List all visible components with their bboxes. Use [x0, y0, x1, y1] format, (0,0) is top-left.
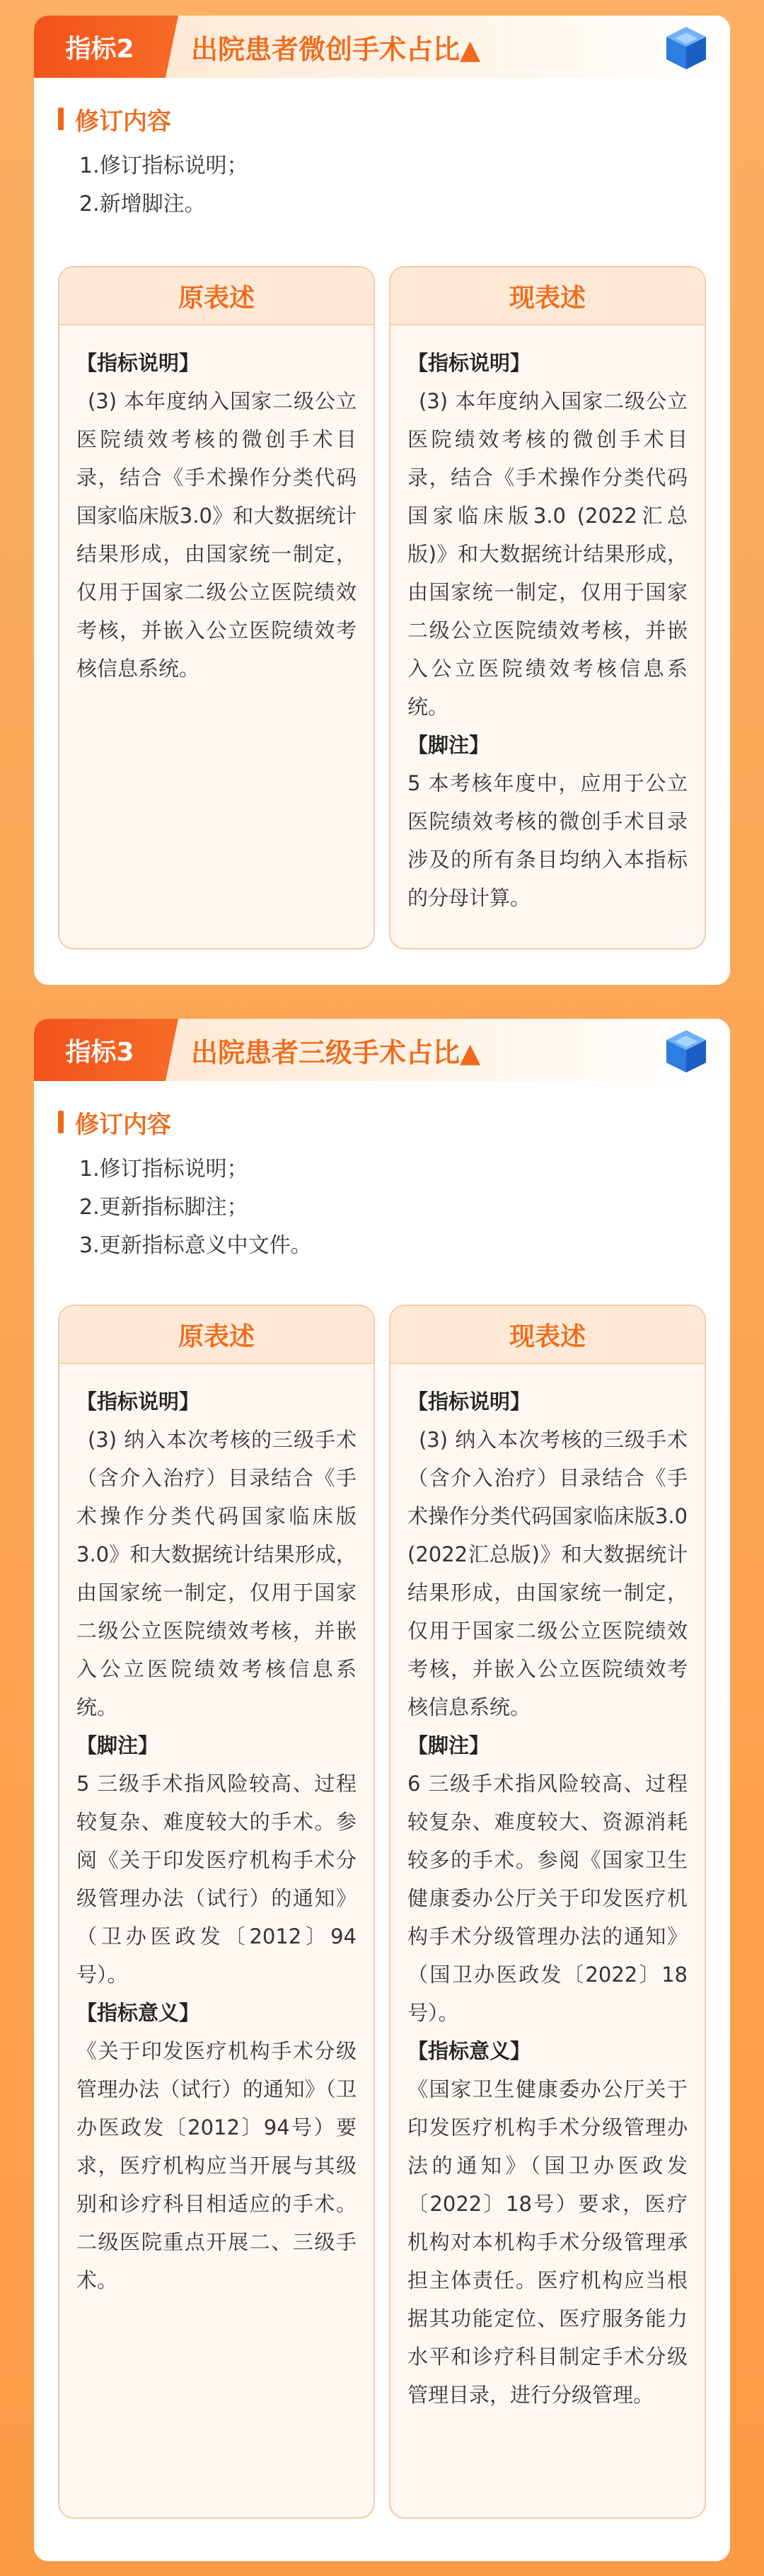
revision-item: 1.修订指标说明；	[79, 1157, 248, 1182]
revision-list	[58, 1150, 706, 1265]
card-subheading: 【脚注】	[76, 1733, 159, 1757]
original-card-heading: 原表述	[59, 1306, 374, 1364]
current-card	[389, 266, 706, 949]
card-subheading: 【指标意义】	[407, 2039, 531, 2063]
card-paragraph: (3) 本年度纳入国家二级公立医院绩效考核的微创手术目录，结合《手术操作分类代码国家临床版3.0》和大数据统计结果形成，由国家统一制定，仅用于国家二级公立医院绩效考核，并嵌入公立医院绩效考核信息系统。	[76, 389, 357, 681]
card-subheading: 【指标说明】	[76, 1390, 200, 1414]
card-subheading: 【脚注】	[407, 733, 490, 757]
heading-bar	[58, 1111, 64, 1133]
indicator-section-3	[34, 1019, 730, 2561]
revision-item: 1.修订指标说明；	[79, 154, 248, 178]
current-card-heading: 现表述	[390, 267, 705, 325]
card-paragraph: 《关于印发医疗机构手术分级管理办法（试行）的通知》（卫办医政发〔2012〕94号）要求，医疗机构应当开展与其级别和诊疗科目相适应的手术。二级医院重点开展二、三级手术。	[76, 2039, 357, 2292]
cube-icon	[661, 23, 712, 74]
section-title: 出院患者微创手术占比▲	[191, 33, 481, 65]
comparison-cards	[58, 266, 706, 949]
card-paragraph: (3) 本年度纳入国家二级公立医院绩效考核的微创手术目录，结合《手术操作分类代码国家临床版3.0 (2022汇总版)》和大数据统计结果形成，由国家统一制定，仅用于国家二级公立医院绩效考核，并嵌入公立医院绩效考核信息系统。	[407, 389, 688, 719]
revision-heading	[58, 1102, 706, 1142]
revision-list	[58, 147, 706, 224]
card-subheading: 【指标说明】	[407, 351, 531, 375]
comparison-cards	[58, 1305, 706, 2519]
original-card-heading: 原表述	[59, 267, 374, 325]
revision-heading-text: 修订内容	[75, 1110, 171, 1139]
revision-item: 3.更新指标意义中文件。	[79, 1233, 312, 1258]
cube-icon	[661, 1026, 712, 1077]
section-title: 出院患者三级手术占比▲	[191, 1036, 481, 1068]
original-card	[58, 1305, 375, 2519]
card-paragraph: (3) 纳入本次考核的三级手术（含介入治疗）目录结合《手术操作分类代码国家临床版3.0 (2022汇总版)》和大数据统计结果形成，由国家统一制定，仅用于国家二级公立医院绩效考核，并嵌入公立医院绩效考核信息系统。	[407, 1428, 688, 1719]
card-subheading: 【指标说明】	[76, 351, 200, 375]
indicator-tag: 指标2	[34, 16, 166, 78]
section-header	[34, 1019, 730, 1081]
card-subheading: 【指标意义】	[76, 2001, 200, 2025]
revision-heading-text: 修订内容	[75, 107, 171, 136]
card-subheading: 【指标说明】	[407, 1390, 531, 1414]
revision-heading	[58, 99, 706, 139]
card-paragraph: 5 本考核年度中，应用于公立医院绩效考核的微创手术目录涉及的所有条目均纳入本指标的分母计算。	[407, 771, 688, 910]
card-subheading: 【脚注】	[407, 1733, 490, 1757]
indicator-section-2	[34, 16, 730, 985]
card-paragraph: (3) 纳入本次考核的三级手术（含介入治疗）目录结合《手术操作分类代码国家临床版3.0》和大数据统计结果形成，由国家统一制定，仅用于国家二级公立医院绩效考核，并嵌入公立医院绩效考核信息系统。	[76, 1428, 357, 1719]
heading-bar	[58, 108, 64, 130]
current-card-heading: 现表述	[390, 1306, 705, 1364]
revision-item: 2.更新指标脚注；	[79, 1195, 248, 1220]
card-paragraph: 6 三级手术指风险较高、过程较复杂、难度较大、资源消耗较多的手术。参阅《国家卫生健康委办公厅关于印发医疗机构手术分级管理办法的通知》（国卫办医政发〔2022〕18号）。	[407, 1772, 688, 2025]
current-card	[389, 1305, 706, 2519]
indicator-tag: 指标3	[34, 1019, 166, 1081]
revision-item: 2.新增脚注。	[79, 192, 206, 216]
original-card	[58, 266, 375, 949]
card-paragraph: 《国家卫生健康委办公厅关于印发医疗机构手术分级管理办法的通知》（国卫办医政发〔2022〕18号）要求，医疗机构对本机构手术分级管理承担主体责任。医疗机构应当根据其功能定位、医疗服务能力水平和诊疗科目制定手术分级管理目录，进行分级管理。	[407, 2077, 688, 2407]
card-paragraph: 5 三级手术指风险较高、过程较复杂、难度较大的手术。参阅《关于印发医疗机构手术分级管理办法（试行）的通知》（卫办医政发〔2012〕94号）。	[76, 1772, 357, 1987]
section-header	[34, 16, 730, 78]
